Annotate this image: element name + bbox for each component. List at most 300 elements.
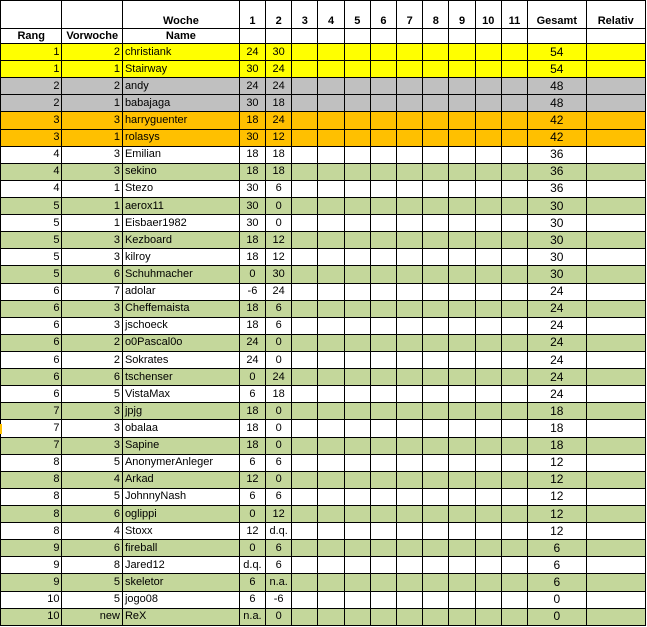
week-1-cell[interactable]: 30 bbox=[239, 129, 265, 146]
week-11-cell[interactable] bbox=[501, 317, 527, 334]
week-5-cell[interactable] bbox=[344, 505, 370, 522]
week-10-cell[interactable] bbox=[475, 215, 501, 232]
vorwoche-cell[interactable]: 3 bbox=[62, 163, 122, 180]
week-8-cell[interactable] bbox=[423, 232, 449, 249]
week-11-cell[interactable] bbox=[501, 215, 527, 232]
week-3-cell[interactable] bbox=[292, 523, 318, 540]
relativ-cell[interactable] bbox=[586, 78, 645, 95]
week-6-cell[interactable] bbox=[370, 540, 396, 557]
week-8-cell[interactable] bbox=[423, 471, 449, 488]
player-name-cell[interactable]: andy bbox=[122, 78, 239, 95]
week-8-cell[interactable] bbox=[423, 283, 449, 300]
relativ-cell[interactable] bbox=[586, 454, 645, 471]
week-10-cell[interactable] bbox=[475, 249, 501, 266]
week-4-cell[interactable] bbox=[318, 300, 344, 317]
vorwoche-cell[interactable]: 3 bbox=[62, 317, 122, 334]
week-8-cell[interactable] bbox=[423, 437, 449, 454]
vorwoche-cell[interactable]: 6 bbox=[62, 369, 122, 386]
week-2-cell[interactable]: 6 bbox=[266, 540, 292, 557]
relativ-cell[interactable] bbox=[586, 163, 645, 180]
week-7-cell[interactable] bbox=[397, 540, 423, 557]
week-2-cell[interactable]: 24 bbox=[266, 369, 292, 386]
week-1-cell[interactable]: 0 bbox=[239, 540, 265, 557]
week-11-cell[interactable] bbox=[501, 557, 527, 574]
week-9-cell[interactable] bbox=[449, 300, 475, 317]
week-2-cell[interactable]: 0 bbox=[266, 437, 292, 454]
week-4-cell[interactable] bbox=[318, 574, 344, 591]
player-name-cell[interactable]: Cheffemaista bbox=[122, 300, 239, 317]
week-7-cell[interactable] bbox=[397, 146, 423, 163]
gesamt-cell[interactable]: 6 bbox=[528, 540, 586, 557]
player-name-cell[interactable]: skeletor bbox=[122, 574, 239, 591]
vorwoche-cell[interactable]: 6 bbox=[62, 505, 122, 522]
week-3-cell[interactable] bbox=[292, 129, 318, 146]
player-name-cell[interactable]: christiank bbox=[122, 44, 239, 61]
week-4-cell[interactable] bbox=[318, 232, 344, 249]
vorwoche-cell[interactable]: 6 bbox=[62, 540, 122, 557]
week-5-cell[interactable] bbox=[344, 403, 370, 420]
week-8-cell[interactable] bbox=[423, 403, 449, 420]
week-11-cell[interactable] bbox=[501, 283, 527, 300]
week-4-cell[interactable] bbox=[318, 437, 344, 454]
week-2-cell[interactable]: 24 bbox=[266, 78, 292, 95]
rang-cell[interactable]: 6 bbox=[1, 386, 62, 403]
vorwoche-cell[interactable]: 2 bbox=[62, 334, 122, 351]
week-7-cell[interactable] bbox=[397, 78, 423, 95]
player-name-cell[interactable]: babajaga bbox=[122, 95, 239, 112]
week-2-cell[interactable]: 30 bbox=[266, 266, 292, 283]
week-9-cell[interactable] bbox=[449, 557, 475, 574]
player-name-cell[interactable]: rolasys bbox=[122, 129, 239, 146]
week-10-cell[interactable] bbox=[475, 180, 501, 197]
week-11-cell[interactable] bbox=[501, 95, 527, 112]
week-1-cell[interactable]: 6 bbox=[239, 488, 265, 505]
week-11-cell[interactable] bbox=[501, 608, 527, 625]
week-10-cell[interactable] bbox=[475, 557, 501, 574]
gesamt-cell[interactable]: 36 bbox=[528, 180, 586, 197]
week-3-cell[interactable] bbox=[292, 454, 318, 471]
player-name-cell[interactable]: Kezboard bbox=[122, 232, 239, 249]
rang-cell[interactable]: 8 bbox=[1, 454, 62, 471]
week-8-cell[interactable] bbox=[423, 523, 449, 540]
relativ-cell[interactable] bbox=[586, 44, 645, 61]
week-1-cell[interactable]: 30 bbox=[239, 180, 265, 197]
week-4-cell[interactable] bbox=[318, 540, 344, 557]
week-4-cell[interactable] bbox=[318, 95, 344, 112]
week-1-cell[interactable]: 6 bbox=[239, 574, 265, 591]
week-5-cell[interactable] bbox=[344, 557, 370, 574]
week-6-cell[interactable] bbox=[370, 300, 396, 317]
gesamt-cell[interactable]: 24 bbox=[528, 386, 586, 403]
week-4-cell[interactable] bbox=[318, 608, 344, 625]
week-2-cell[interactable]: 30 bbox=[266, 44, 292, 61]
week-8-cell[interactable] bbox=[423, 61, 449, 78]
week-9-cell[interactable] bbox=[449, 386, 475, 403]
vorwoche-cell[interactable]: 3 bbox=[62, 232, 122, 249]
week-7-cell[interactable] bbox=[397, 334, 423, 351]
rang-cell[interactable]: 3 bbox=[1, 129, 62, 146]
week-11-cell[interactable] bbox=[501, 129, 527, 146]
week-3-cell[interactable] bbox=[292, 95, 318, 112]
relativ-cell[interactable] bbox=[586, 403, 645, 420]
gesamt-cell[interactable]: 48 bbox=[528, 95, 586, 112]
week-11-cell[interactable] bbox=[501, 249, 527, 266]
week-2-cell[interactable]: 6 bbox=[266, 300, 292, 317]
week-5-cell[interactable] bbox=[344, 317, 370, 334]
week-9-cell[interactable] bbox=[449, 454, 475, 471]
vorwoche-cell[interactable]: 1 bbox=[62, 197, 122, 214]
week-4-cell[interactable] bbox=[318, 351, 344, 368]
week-11-cell[interactable] bbox=[501, 386, 527, 403]
week-7-cell[interactable] bbox=[397, 471, 423, 488]
gesamt-cell[interactable]: 18 bbox=[528, 403, 586, 420]
week-11-cell[interactable] bbox=[501, 163, 527, 180]
player-name-cell[interactable]: Stairway bbox=[122, 61, 239, 78]
week-10-cell[interactable] bbox=[475, 488, 501, 505]
week-6-cell[interactable] bbox=[370, 180, 396, 197]
week-2-cell[interactable]: 18 bbox=[266, 386, 292, 403]
week-8-cell[interactable] bbox=[423, 351, 449, 368]
relativ-cell[interactable] bbox=[586, 557, 645, 574]
week-8-cell[interactable] bbox=[423, 454, 449, 471]
vorwoche-cell[interactable]: 3 bbox=[62, 403, 122, 420]
gesamt-cell[interactable]: 30 bbox=[528, 249, 586, 266]
vorwoche-cell[interactable]: 7 bbox=[62, 283, 122, 300]
relativ-cell[interactable] bbox=[586, 215, 645, 232]
gesamt-cell[interactable]: 30 bbox=[528, 232, 586, 249]
week-6-cell[interactable] bbox=[370, 334, 396, 351]
vorwoche-cell[interactable]: 8 bbox=[62, 557, 122, 574]
week-8-cell[interactable] bbox=[423, 369, 449, 386]
week-10-cell[interactable] bbox=[475, 403, 501, 420]
vorwoche-cell[interactable]: new bbox=[62, 608, 122, 625]
week-3-cell[interactable] bbox=[292, 300, 318, 317]
week-1-cell[interactable]: 30 bbox=[239, 197, 265, 214]
player-name-cell[interactable]: Emilian bbox=[122, 146, 239, 163]
vorwoche-cell[interactable]: 3 bbox=[62, 437, 122, 454]
week-8-cell[interactable] bbox=[423, 540, 449, 557]
player-name-cell[interactable]: Eisbaer1982 bbox=[122, 215, 239, 232]
week-5-cell[interactable] bbox=[344, 334, 370, 351]
vorwoche-cell[interactable]: 5 bbox=[62, 574, 122, 591]
player-name-cell[interactable]: sekino bbox=[122, 163, 239, 180]
week-7-cell[interactable] bbox=[397, 557, 423, 574]
rang-cell[interactable]: 6 bbox=[1, 300, 62, 317]
week-9-cell[interactable] bbox=[449, 283, 475, 300]
vorwoche-cell[interactable]: 1 bbox=[62, 180, 122, 197]
gesamt-cell[interactable]: 24 bbox=[528, 283, 586, 300]
rang-cell[interactable]: 8 bbox=[1, 471, 62, 488]
gesamt-cell[interactable]: 12 bbox=[528, 523, 586, 540]
relativ-cell[interactable] bbox=[586, 420, 645, 437]
week-2-cell[interactable]: 6 bbox=[266, 557, 292, 574]
week-5-cell[interactable] bbox=[344, 540, 370, 557]
rang-cell[interactable]: 5 bbox=[1, 249, 62, 266]
player-name-cell[interactable]: fireball bbox=[122, 540, 239, 557]
player-name-cell[interactable]: Sapine bbox=[122, 437, 239, 454]
week-4-cell[interactable] bbox=[318, 334, 344, 351]
vorwoche-cell[interactable]: 5 bbox=[62, 591, 122, 608]
week-4-cell[interactable] bbox=[318, 266, 344, 283]
week-5-cell[interactable] bbox=[344, 112, 370, 129]
week-5-cell[interactable] bbox=[344, 283, 370, 300]
week-7-cell[interactable] bbox=[397, 44, 423, 61]
week-7-cell[interactable] bbox=[397, 180, 423, 197]
player-name-cell[interactable]: jogo08 bbox=[122, 591, 239, 608]
week-3-cell[interactable] bbox=[292, 557, 318, 574]
week-4-cell[interactable] bbox=[318, 146, 344, 163]
vorwoche-cell[interactable]: 5 bbox=[62, 454, 122, 471]
week-4-cell[interactable] bbox=[318, 112, 344, 129]
week-5-cell[interactable] bbox=[344, 61, 370, 78]
week-7-cell[interactable] bbox=[397, 403, 423, 420]
week-7-cell[interactable] bbox=[397, 574, 423, 591]
week-9-cell[interactable] bbox=[449, 351, 475, 368]
week-4-cell[interactable] bbox=[318, 283, 344, 300]
week-9-cell[interactable] bbox=[449, 505, 475, 522]
player-name-cell[interactable]: kilroy bbox=[122, 249, 239, 266]
week-6-cell[interactable] bbox=[370, 78, 396, 95]
player-name-cell[interactable]: adolar bbox=[122, 283, 239, 300]
week-1-cell[interactable]: 0 bbox=[239, 369, 265, 386]
week-11-cell[interactable] bbox=[501, 488, 527, 505]
relativ-cell[interactable] bbox=[586, 369, 645, 386]
week-5-cell[interactable] bbox=[344, 488, 370, 505]
week-7-cell[interactable] bbox=[397, 266, 423, 283]
week-8-cell[interactable] bbox=[423, 249, 449, 266]
gesamt-cell[interactable]: 42 bbox=[528, 129, 586, 146]
relativ-cell[interactable] bbox=[586, 197, 645, 214]
relativ-cell[interactable] bbox=[586, 112, 645, 129]
week-4-cell[interactable] bbox=[318, 403, 344, 420]
vorwoche-cell[interactable]: 1 bbox=[62, 215, 122, 232]
rang-cell[interactable]: 9 bbox=[1, 557, 62, 574]
week-9-cell[interactable] bbox=[449, 232, 475, 249]
relativ-cell[interactable] bbox=[586, 129, 645, 146]
week-5-cell[interactable] bbox=[344, 300, 370, 317]
player-name-cell[interactable]: Arkad bbox=[122, 471, 239, 488]
week-8-cell[interactable] bbox=[423, 591, 449, 608]
week-9-cell[interactable] bbox=[449, 266, 475, 283]
week-9-cell[interactable] bbox=[449, 146, 475, 163]
week-11-cell[interactable] bbox=[501, 266, 527, 283]
relativ-cell[interactable] bbox=[586, 437, 645, 454]
week-10-cell[interactable] bbox=[475, 505, 501, 522]
week-10-cell[interactable] bbox=[475, 523, 501, 540]
week-8-cell[interactable] bbox=[423, 95, 449, 112]
player-name-cell[interactable]: jpjg bbox=[122, 403, 239, 420]
relativ-cell[interactable] bbox=[586, 300, 645, 317]
vorwoche-cell[interactable]: 3 bbox=[62, 112, 122, 129]
vorwoche-cell[interactable]: 5 bbox=[62, 386, 122, 403]
week-2-cell[interactable]: 18 bbox=[266, 146, 292, 163]
rang-cell[interactable]: 1 bbox=[1, 61, 62, 78]
week-3-cell[interactable] bbox=[292, 420, 318, 437]
relativ-cell[interactable] bbox=[586, 283, 645, 300]
week-3-cell[interactable] bbox=[292, 471, 318, 488]
week-6-cell[interactable] bbox=[370, 283, 396, 300]
week-2-cell[interactable]: -6 bbox=[266, 591, 292, 608]
gesamt-cell[interactable]: 12 bbox=[528, 454, 586, 471]
rang-cell[interactable]: 5 bbox=[1, 197, 62, 214]
week-6-cell[interactable] bbox=[370, 488, 396, 505]
week-7-cell[interactable] bbox=[397, 163, 423, 180]
week-3-cell[interactable] bbox=[292, 146, 318, 163]
week-10-cell[interactable] bbox=[475, 78, 501, 95]
week-5-cell[interactable] bbox=[344, 574, 370, 591]
week-10-cell[interactable] bbox=[475, 471, 501, 488]
week-9-cell[interactable] bbox=[449, 488, 475, 505]
week-10-cell[interactable] bbox=[475, 163, 501, 180]
week-2-cell[interactable]: 24 bbox=[266, 61, 292, 78]
week-11-cell[interactable] bbox=[501, 197, 527, 214]
week-9-cell[interactable] bbox=[449, 95, 475, 112]
week-4-cell[interactable] bbox=[318, 557, 344, 574]
week-6-cell[interactable] bbox=[370, 61, 396, 78]
relativ-cell[interactable] bbox=[586, 523, 645, 540]
rang-cell[interactable]: 6 bbox=[1, 351, 62, 368]
week-1-cell[interactable]: 18 bbox=[239, 146, 265, 163]
week-6-cell[interactable] bbox=[370, 454, 396, 471]
week-2-cell[interactable]: d.q. bbox=[266, 523, 292, 540]
week-4-cell[interactable] bbox=[318, 369, 344, 386]
rang-cell[interactable]: 7 bbox=[1, 403, 62, 420]
week-7-cell[interactable] bbox=[397, 95, 423, 112]
week-11-cell[interactable] bbox=[501, 44, 527, 61]
week-8-cell[interactable] bbox=[423, 505, 449, 522]
week-11-cell[interactable] bbox=[501, 112, 527, 129]
week-6-cell[interactable] bbox=[370, 266, 396, 283]
player-name-cell[interactable]: Jared12 bbox=[122, 557, 239, 574]
week-11-cell[interactable] bbox=[501, 232, 527, 249]
relativ-cell[interactable] bbox=[586, 334, 645, 351]
week-10-cell[interactable] bbox=[475, 386, 501, 403]
week-1-cell[interactable]: 18 bbox=[239, 317, 265, 334]
week-1-cell[interactable]: 18 bbox=[239, 403, 265, 420]
relativ-cell[interactable] bbox=[586, 574, 645, 591]
week-11-cell[interactable] bbox=[501, 300, 527, 317]
week-1-cell[interactable]: 18 bbox=[239, 300, 265, 317]
week-9-cell[interactable] bbox=[449, 112, 475, 129]
week-8-cell[interactable] bbox=[423, 112, 449, 129]
week-6-cell[interactable] bbox=[370, 403, 396, 420]
week-9-cell[interactable] bbox=[449, 591, 475, 608]
week-5-cell[interactable] bbox=[344, 471, 370, 488]
player-name-cell[interactable]: JohnnyNash bbox=[122, 488, 239, 505]
week-9-cell[interactable] bbox=[449, 44, 475, 61]
week-7-cell[interactable] bbox=[397, 454, 423, 471]
week-10-cell[interactable] bbox=[475, 591, 501, 608]
week-8-cell[interactable] bbox=[423, 574, 449, 591]
week-1-cell[interactable]: 18 bbox=[239, 112, 265, 129]
week-5-cell[interactable] bbox=[344, 608, 370, 625]
week-1-cell[interactable]: 24 bbox=[239, 78, 265, 95]
week-9-cell[interactable] bbox=[449, 523, 475, 540]
gesamt-cell[interactable]: 24 bbox=[528, 369, 586, 386]
rang-cell[interactable]: 4 bbox=[1, 146, 62, 163]
week-2-cell[interactable]: 12 bbox=[266, 232, 292, 249]
rang-cell[interactable]: 10 bbox=[1, 608, 62, 625]
week-6-cell[interactable] bbox=[370, 351, 396, 368]
week-11-cell[interactable] bbox=[501, 180, 527, 197]
vorwoche-cell[interactable]: 1 bbox=[62, 61, 122, 78]
week-5-cell[interactable] bbox=[344, 232, 370, 249]
week-10-cell[interactable] bbox=[475, 283, 501, 300]
week-10-cell[interactable] bbox=[475, 540, 501, 557]
week-1-cell[interactable]: 30 bbox=[239, 95, 265, 112]
relativ-cell[interactable] bbox=[586, 505, 645, 522]
week-10-cell[interactable] bbox=[475, 317, 501, 334]
player-name-cell[interactable]: obalaa bbox=[122, 420, 239, 437]
week-1-cell[interactable]: 24 bbox=[239, 334, 265, 351]
week-10-cell[interactable] bbox=[475, 369, 501, 386]
week-2-cell[interactable]: 12 bbox=[266, 249, 292, 266]
week-8-cell[interactable] bbox=[423, 386, 449, 403]
week-8-cell[interactable] bbox=[423, 180, 449, 197]
week-3-cell[interactable] bbox=[292, 163, 318, 180]
rang-cell[interactable]: 4 bbox=[1, 163, 62, 180]
vorwoche-cell[interactable]: 2 bbox=[62, 44, 122, 61]
week-3-cell[interactable] bbox=[292, 197, 318, 214]
vorwoche-cell[interactable]: 2 bbox=[62, 78, 122, 95]
week-6-cell[interactable] bbox=[370, 505, 396, 522]
rang-cell[interactable]: 6 bbox=[1, 369, 62, 386]
week-9-cell[interactable] bbox=[449, 215, 475, 232]
player-name-cell[interactable]: aerox11 bbox=[122, 197, 239, 214]
week-11-cell[interactable] bbox=[501, 420, 527, 437]
week-4-cell[interactable] bbox=[318, 591, 344, 608]
week-1-cell[interactable]: d.q. bbox=[239, 557, 265, 574]
week-8-cell[interactable] bbox=[423, 266, 449, 283]
week-5-cell[interactable] bbox=[344, 369, 370, 386]
week-10-cell[interactable] bbox=[475, 112, 501, 129]
rang-cell[interactable]: 3 bbox=[1, 112, 62, 129]
vorwoche-cell[interactable]: 5 bbox=[62, 488, 122, 505]
week-3-cell[interactable] bbox=[292, 215, 318, 232]
week-9-cell[interactable] bbox=[449, 197, 475, 214]
week-7-cell[interactable] bbox=[397, 488, 423, 505]
week-6-cell[interactable] bbox=[370, 129, 396, 146]
week-8-cell[interactable] bbox=[423, 44, 449, 61]
gesamt-cell[interactable]: 36 bbox=[528, 146, 586, 163]
week-7-cell[interactable] bbox=[397, 317, 423, 334]
rang-cell[interactable]: 8 bbox=[1, 488, 62, 505]
week-9-cell[interactable] bbox=[449, 78, 475, 95]
week-3-cell[interactable] bbox=[292, 112, 318, 129]
relativ-cell[interactable] bbox=[586, 488, 645, 505]
week-11-cell[interactable] bbox=[501, 351, 527, 368]
week-7-cell[interactable] bbox=[397, 369, 423, 386]
week-4-cell[interactable] bbox=[318, 197, 344, 214]
week-9-cell[interactable] bbox=[449, 403, 475, 420]
week-6-cell[interactable] bbox=[370, 523, 396, 540]
week-6-cell[interactable] bbox=[370, 44, 396, 61]
rang-cell[interactable]: 4 bbox=[1, 180, 62, 197]
week-3-cell[interactable] bbox=[292, 283, 318, 300]
week-4-cell[interactable] bbox=[318, 454, 344, 471]
week-2-cell[interactable]: 6 bbox=[266, 454, 292, 471]
week-3-cell[interactable] bbox=[292, 78, 318, 95]
week-4-cell[interactable] bbox=[318, 471, 344, 488]
rang-cell[interactable]: 6 bbox=[1, 283, 62, 300]
week-3-cell[interactable] bbox=[292, 574, 318, 591]
week-1-cell[interactable]: 24 bbox=[239, 44, 265, 61]
gesamt-cell[interactable]: 0 bbox=[528, 608, 586, 625]
week-4-cell[interactable] bbox=[318, 44, 344, 61]
relativ-cell[interactable] bbox=[586, 232, 645, 249]
week-8-cell[interactable] bbox=[423, 420, 449, 437]
week-5-cell[interactable] bbox=[344, 351, 370, 368]
